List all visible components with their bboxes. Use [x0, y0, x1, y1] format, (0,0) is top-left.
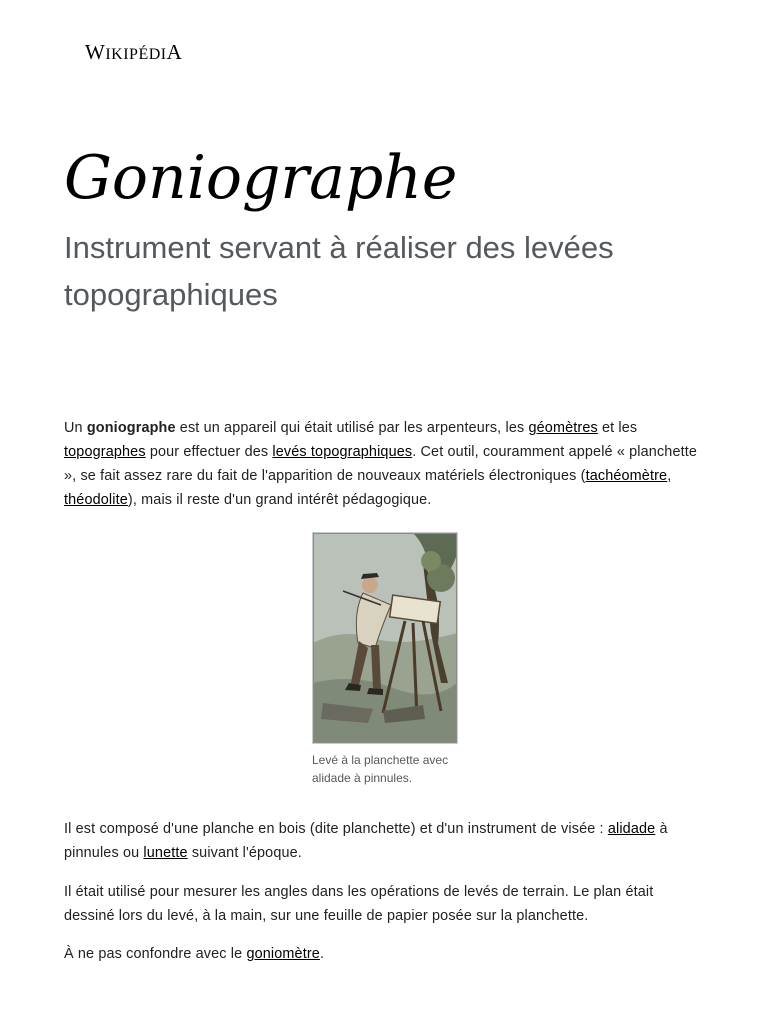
- para4-text-1: À ne pas confondre avec le: [64, 946, 247, 963]
- link-geometres[interactable]: géomètres: [528, 420, 598, 436]
- intro-text-2: est un appareil qui était utilisé par les arpenteurs, les: [175, 420, 529, 436]
- link-theodolite[interactable]: théodolite: [64, 492, 128, 508]
- intro-paragraph: [64, 416, 704, 512]
- link-leves-topographiques[interactable]: levés topographiques: [272, 444, 413, 460]
- paragraph-disambiguation: [64, 942, 704, 966]
- page-title: Goniographe: [64, 143, 458, 213]
- link-topographes[interactable]: topographes: [64, 444, 146, 460]
- figure-caption: Levé à la planchette avec alidade à pinnules.: [312, 753, 449, 785]
- intro-text-5: . Cet outil, couramment appelé « planchette », se fait assez rare du fait de l'apparition de nouveaux matériels électroniques (: [64, 444, 698, 484]
- article-intro: [64, 416, 704, 512]
- para4-text-2: .: [319, 946, 325, 963]
- wordmark-first-letter: W: [85, 40, 106, 64]
- para2-text-2: à pinnules ou: [64, 821, 668, 862]
- wikipedia-wordmark[interactable]: [85, 40, 182, 65]
- link-goniometre[interactable]: goniomètre: [246, 946, 320, 963]
- paragraph-usage: Il était utilisé pour mesurer les angles dans les opérations de levés de terrain. Le plan était dessiné lors du levé, à la main, sur une feuille de papier posée sur la planchette.: [64, 884, 654, 925]
- wordmark-middle: IKIPÉDI: [105, 46, 167, 63]
- link-lunette[interactable]: lunette: [143, 845, 188, 862]
- engraving-image[interactable]: [312, 532, 458, 744]
- link-tacheometre[interactable]: tachéomètre: [585, 468, 668, 484]
- intro-text-7: ), mais il reste d'un grand intérêt pédagogique.: [127, 492, 432, 508]
- para2-text-1: Il est composé d'une planche en bois (dite planchette) et d'un instrument de visée :: [64, 821, 608, 838]
- intro-text-6: ,: [667, 468, 672, 484]
- intro-text-3: et les: [597, 420, 638, 436]
- intro-bold-term: goniographe: [86, 420, 176, 436]
- link-alidade[interactable]: alidade: [607, 821, 656, 838]
- paragraph-composition: [64, 817, 704, 865]
- page-subtitle: Instrument servant à réaliser des levées topographiques: [64, 230, 614, 312]
- intro-text-1: Un: [64, 420, 87, 436]
- wordmark-last-letter: A: [166, 40, 183, 64]
- intro-text-4: pour effectuer des: [145, 444, 273, 460]
- para2-text-3: suivant l'époque.: [187, 845, 302, 862]
- article-figure: [312, 532, 462, 787]
